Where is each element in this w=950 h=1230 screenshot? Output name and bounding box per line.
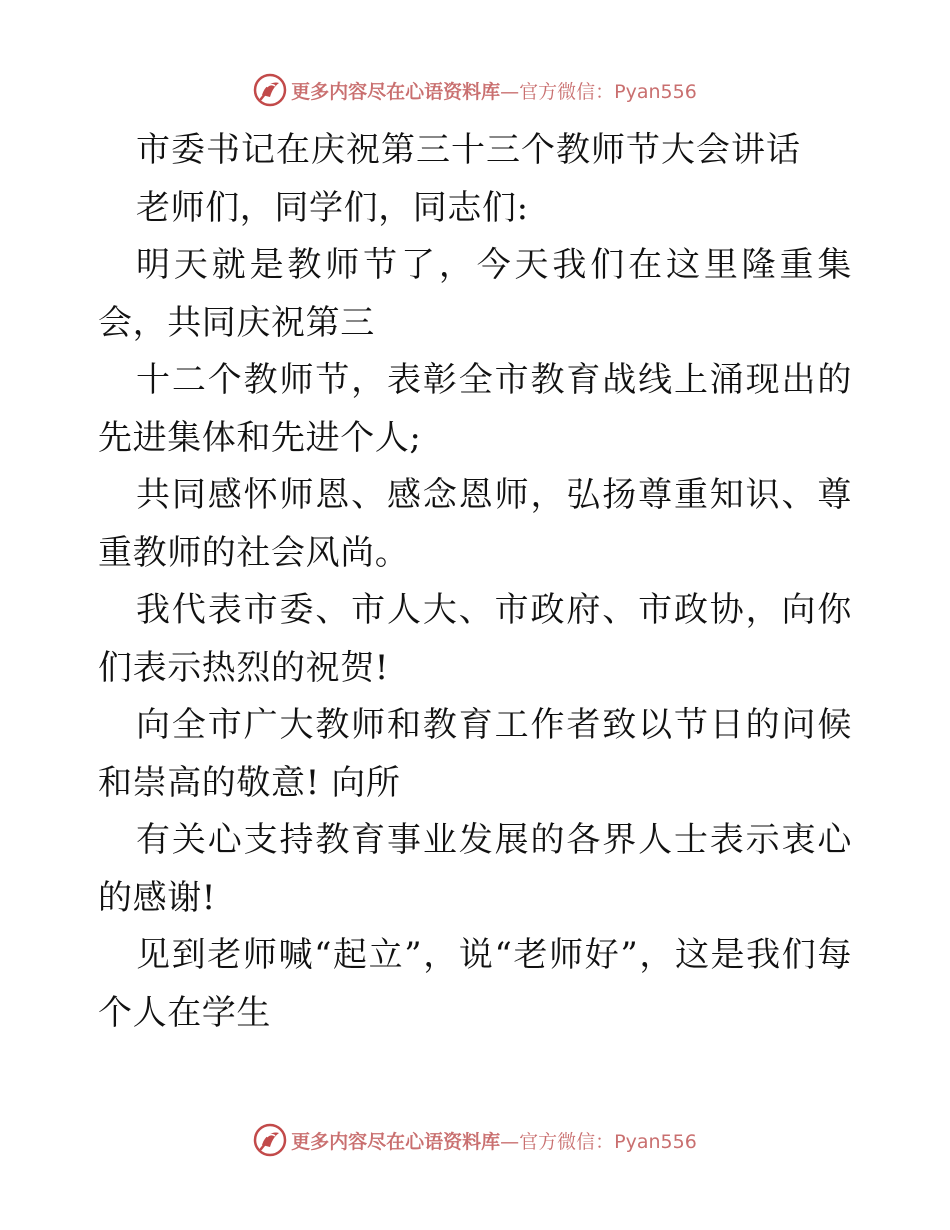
banner-wechat: 官方微信：Pyan556: [519, 80, 697, 103]
banner-separator: —: [500, 1130, 520, 1153]
rose-logo-icon: [253, 1123, 287, 1157]
document-title: 市委书记在庆祝第三十三个教师节大会讲话: [136, 130, 801, 170]
document-body: [98, 122, 852, 1042]
banner-text: [291, 1127, 697, 1154]
paragraph: 十二个教师节，表彰全市教育战线上涌现出的先进集体和先进个人;: [98, 360, 852, 458]
rose-logo-icon: [253, 73, 287, 107]
paragraph: 见到老师喊“起立”，说“老师好”，这是我们每个人在学生: [98, 935, 852, 1033]
banner-separator: —: [500, 80, 520, 103]
banner-wechat: 官方微信：Pyan556: [519, 1130, 697, 1153]
banner-text: [291, 77, 697, 104]
paragraph: 我代表市委、市人大、市政府、市政协，向你们表示热烈的祝贺!: [98, 590, 852, 688]
paragraph: 共同感怀师恩、感念恩师，弘扬尊重知识、尊重教师的社会风尚。: [98, 475, 852, 573]
banner-title: 更多内容尽在心语资料库: [291, 1130, 501, 1153]
footer-banner: [0, 1120, 950, 1160]
banner-title: 更多内容尽在心语资料库: [291, 80, 501, 103]
paragraph: 有关心支持教育事业发展的各界人士表示衷心的感谢!: [98, 820, 852, 918]
paragraph: 向全市广大教师和教育工作者致以节日的问候和崇高的敬意! 向所: [98, 705, 852, 803]
header-banner: [0, 70, 950, 110]
paragraph: 明天就是教师节了，今天我们在这里隆重集会，共同庆祝第三: [98, 245, 852, 343]
paragraph: 老师们，同学们，同志们:: [136, 187, 529, 228]
